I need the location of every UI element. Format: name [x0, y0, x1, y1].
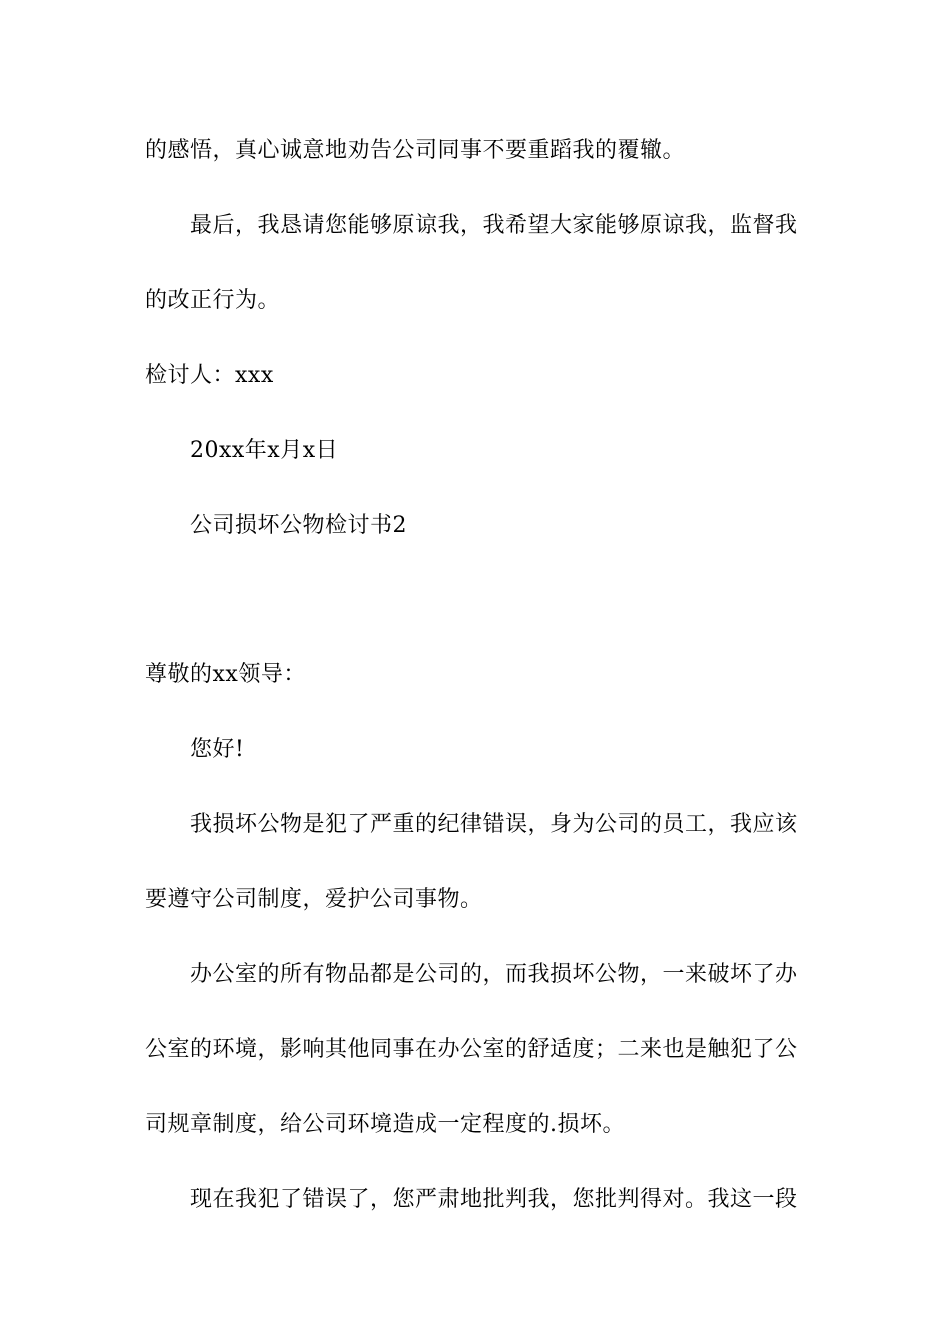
body-text-line: 要遵守公司制度，爱护公司事物。	[145, 887, 483, 912]
body-text-line: 司规章制度，给公司环境造成一定程度的.损坏。	[145, 1112, 625, 1137]
body-text-line: 我损坏公物是犯了严重的纪律错误，身为公司的员工，我应该	[190, 812, 798, 837]
body-text-line: 的感悟，真心诚意地劝告公司同事不要重蹈我的覆辙。	[145, 138, 686, 163]
body-text-line: 办公室的所有物品都是公司的，而我损坏公物，一来破坏了办	[190, 962, 798, 987]
body-text-line: 的改正行为。	[145, 288, 281, 313]
signature-line: 检讨人：xxx	[145, 363, 274, 388]
section-title: 公司损坏公物检讨书2	[190, 513, 407, 538]
body-text-line: 最后，我恳请您能够原谅我，我希望大家能够原谅我，监督我	[190, 213, 798, 238]
greeting: 您好!	[190, 737, 245, 762]
body-text-line: 公室的环境，影响其他同事在办公室的舒适度；二来也是触犯了公	[145, 1037, 798, 1062]
date-line: 20xx年x月x日	[190, 438, 339, 463]
body-text-line: 现在我犯了错误了，您严肃地批判我，您批判得对。我这一段	[190, 1187, 798, 1212]
salutation: 尊敬的xx领导：	[145, 662, 306, 687]
